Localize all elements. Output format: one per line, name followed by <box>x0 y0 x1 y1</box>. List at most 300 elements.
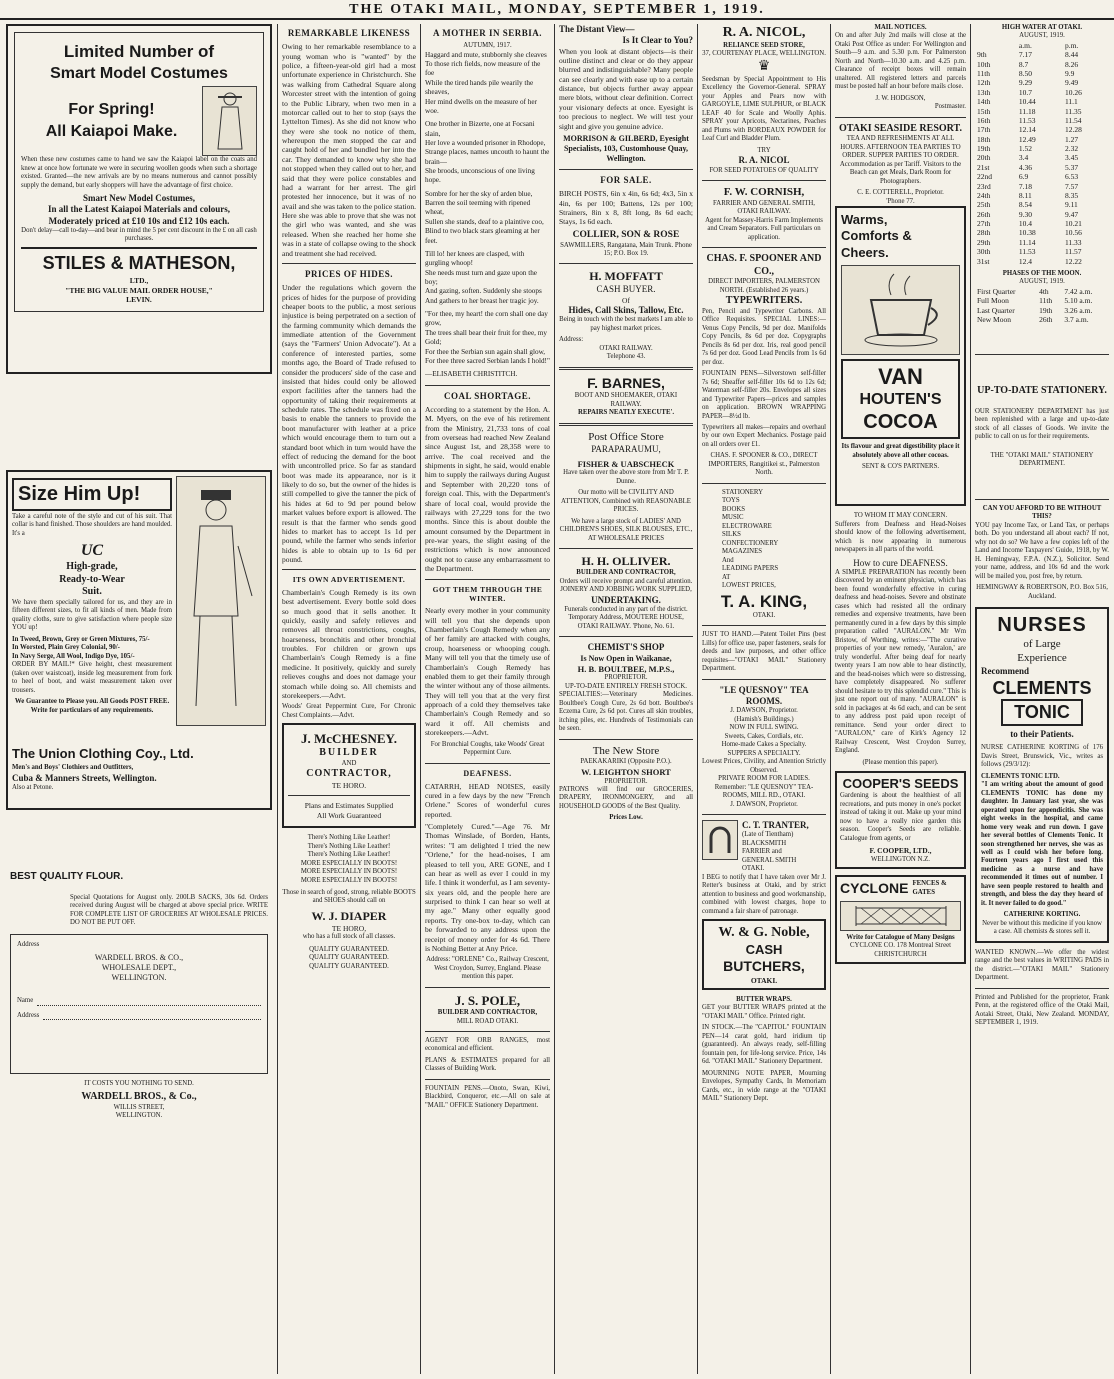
ad-order-info: ORDER BY MAIL!* Give height, chest measurement (taken over waistcoat), inside leg measurement from fork to heel of boot, and waist measurement taken over trousers. <box>12 661 172 694</box>
poem-line: To those rich fields, now measure of the foe <box>425 60 541 78</box>
table-row <box>975 238 1109 247</box>
ad-headline: The New Store <box>592 744 660 757</box>
ad-town: OTAKI. <box>750 975 778 985</box>
table-cell: 11.35 <box>1064 106 1082 116</box>
table-cell: 11th <box>1039 296 1053 306</box>
table-cell: 8.50 <box>1018 69 1033 79</box>
table-row <box>975 97 1109 106</box>
ad-body: We have a large stock of LADIES' AND CHILDREN'S SHOES, SILK BLOUSES, ETC., AT WHOLESALE PRICES <box>559 517 693 542</box>
ad-firm-name: MORRISON & GILBERD, Eyesight Specialists, 103, Customhouse Quay, Wellington. <box>563 133 689 163</box>
column-rule <box>830 24 831 1374</box>
address-field[interactable] <box>43 1012 261 1020</box>
table-cell: 31st <box>977 256 990 266</box>
article-heading: COAL SHORTAGE. <box>443 390 532 401</box>
ad-line: Prices Low. <box>609 814 643 822</box>
table-cell: 9.9 <box>1064 69 1075 79</box>
ad-line: FOR SEED POTATOES OF QUALITY <box>709 166 819 174</box>
table-row <box>975 69 1109 78</box>
ad-line: SUPPERS A SPECIALTY. <box>727 749 801 757</box>
poem-line: One brother in Bizerte, one at Focsani slain, <box>425 120 535 138</box>
article-body: According to a statement by the Hon. A. M. Myers, on the eve of his retirement from the Ministry, 21,733 tons of coal from overseas had reached New Zealand since August 1st, and 28,358 were to arrive. The coal received and the shipments in sight, he said, would enable him to supply the railways during August and September with 20,220 tons of foreign coal. This, with the Department's share of local coal, would provide the railways with 27,229 tons for the two months. Since this is about double the amount consumed by the Department in pre-war years, the slight easing of the restrictions which is now announced ought not to cause any embarrassment to the Department. <box>425 404 550 574</box>
column-5 <box>702 24 826 1374</box>
ad-trade: OTAKI. <box>742 865 765 873</box>
ad-firm-sub: Men's and Boys' Clothiers and Outfitters, <box>12 764 134 772</box>
ad-trade: AND <box>341 759 357 767</box>
ad-body: Have taken over the above store from Mr T. P. Dunne. <box>563 469 689 485</box>
ad-tagline: Comforts & <box>841 228 912 244</box>
coupon-dept: WHOLESALE DEPT., <box>101 963 177 973</box>
table-cell: 30th <box>977 247 991 257</box>
coupon-label: Address <box>17 940 40 948</box>
ad-sub: PROPRIETOR. <box>604 777 648 785</box>
ad-subheading: In all the Latest Kaiapoi Materials and colours, <box>48 204 230 215</box>
ad-sub: CASH <box>745 941 783 957</box>
ad-line: MORE ESPECIALLY IN BOOTS! <box>300 859 398 867</box>
king-item-list <box>702 489 826 591</box>
ad-firm-suffix: LTD., <box>129 276 149 286</box>
list-item: MUSIC <box>722 514 744 522</box>
table-cell: 10.56 <box>1064 228 1082 238</box>
ad-firm-name: CYCLONE CO. 178 Montreal Street CHRISTCHURCH <box>850 942 951 958</box>
article-body: On and after July 2nd mails will close at the Otaki Post Office as under: For Wellington and South—9 a.m. and 5.30 p.m. For Palmerston North and North—10.30 a.m. and 4.25 p.m. Clearance of receipt boxes will remain unaltered. All registered letters and parcels must be posted half an hour before mails close. <box>835 32 966 91</box>
ad-tagline: Ready-to-Wear <box>59 573 125 585</box>
ad-proprietor: C. E. COTTERELL, Proprietor. <box>857 189 944 197</box>
ad-body: GET your BUTTER WRAPS printed at the "OTAKI MAIL" Office. Printed right. <box>702 1004 826 1020</box>
ad-footer: Never be without this medicine if you know a case. All chemists & stores sell it. <box>982 919 1102 936</box>
ad-tagline: Warms, <box>841 212 888 228</box>
table-cell: 9.11 <box>1064 200 1078 210</box>
ad-headline: BUTTER WRAPS. <box>736 995 792 1003</box>
ad-sub: BOOT AND SHOEMAKER, OTAKI RAILWAY. <box>574 392 678 408</box>
ad-slogan: "THE BIG VALUE MAIL ORDER HOUSE," <box>65 285 213 295</box>
poem-line: Haggard and mute, stubbornly she cleaves <box>425 50 547 59</box>
poem-line: Her mind dwells on the measure of her woe. <box>425 97 537 115</box>
ad-subheading: Smart New Model Costumes, <box>83 193 195 204</box>
table-cell: 4th <box>1039 286 1049 296</box>
moon-phases-month: AUGUST, 1919. <box>1019 278 1065 286</box>
table-cell: 7.42 a.m. <box>1064 286 1093 296</box>
ad-sub: FENCES & GATES <box>912 880 947 896</box>
table-cell: First Quarter <box>977 286 1016 296</box>
poem-line: And gathers to her breast her tragic joy. <box>425 296 539 305</box>
ad-footer: SENT & CO'S PARTNERS. <box>861 463 940 471</box>
table-row <box>975 88 1109 97</box>
ad-body: Agent for Massey-Harris Farm Implements and Cream Separators. Full particulars on application. <box>705 216 823 241</box>
table-cell: 28th <box>977 228 991 238</box>
clements-brand: CLEMENTS <box>992 677 1092 698</box>
table-cell: 10.26 <box>1064 87 1082 97</box>
ad-sub: BUTCHERS, <box>723 958 805 975</box>
table-cell: 1.52 <box>1018 144 1033 154</box>
ad-body: OUR STATIONERY DEPARTMENT has just been replenished with a large and up-to-date stock of all classes of Goods. We invite the public to call on us for their requirements. <box>975 407 1109 441</box>
table-cell: 17th <box>977 125 991 135</box>
table-cell: 6.9 <box>1018 172 1029 182</box>
ad-body: MOURNING NOTE PAPER, Mourning Envelopes, Sympathy Cards, In Memoriam Cards, etc., in wide range at the "OTAKI MAIL" Stationery Dept. <box>702 1069 826 1103</box>
ad-sub: BUILDER AND CONTRACTOR, <box>576 569 676 577</box>
list-item: STATIONERY <box>722 488 763 496</box>
table-cell: 11.54 <box>1064 115 1082 125</box>
ad-firm-name: C. T. TRANTER, <box>742 820 809 831</box>
table-row <box>975 153 1109 162</box>
table-cell: 2.32 <box>1064 144 1079 154</box>
article-heading: How to cure DEAFNESS. <box>853 557 948 568</box>
ad-body: NURSE CATHERINE KORTING of 176 Davis Street, Brunswick, Vic., writes as follows (29/3/12): <box>981 744 1103 769</box>
ad-line: Home-made Cakes a Specialty. <box>721 741 807 749</box>
coupon-firm: WARDELL BROS. & CO., <box>94 953 184 963</box>
ad-line: REPAIRS NEATLY EXECUTE'. <box>577 409 675 417</box>
list-item: LEADING PAPERS <box>722 565 779 573</box>
ad-headline: Post Office Store <box>588 430 664 443</box>
table-cell: 7.17 <box>1018 50 1033 60</box>
table-cell: Last Quarter <box>977 305 1015 315</box>
ad-line: QUALITY GUARANTEED. <box>309 945 389 953</box>
ad-town: WELLINGTON N.Z. <box>871 855 930 863</box>
table-row <box>975 172 1109 181</box>
ad-sub: FARRIER AND GENERAL SMITH, OTAKI RAILWAY. <box>713 199 815 216</box>
article-heading: GOT THEM THROUGH THE WINTER. <box>432 584 543 603</box>
ad-items: Hides, Call Skins, Tallow, Etc. <box>568 305 684 316</box>
ad-body: Special Quotations for August only. 200LB SACKS, 30s 6d. Orders received during August will be charged at above special price. WRITE FOR COMPLETE LIST OF GROCERIES AT WHOLESALE PRICES. DO NOT BE PUT OFF. <box>70 893 268 927</box>
ad-body: Its flavour and great digestibility place it absolutely above all other cocoas. <box>841 443 960 459</box>
table-cell: 12.14 <box>1018 125 1036 135</box>
ad-firm-name: STILES & MATHESON, <box>21 247 257 275</box>
table-cell: 12.28 <box>1064 125 1082 135</box>
table-row <box>975 306 1109 315</box>
article-body: "Completely Cured."—Age 76. Mr Thomas Winslade, of Borden, Hants, writes: "I am delighted I tried the new "Orlene," for the head-noises, I am pleased to tell you, ARE GONE, and I can hear as well as ever I could in my life. I think it wonderful, as I am seventy-six years old, and the people here are surprised to think I can hear so well at my age." Many other equally good reports. Try one-box to-day, which can be forwarded to any address upon the receipt of money order for 4s 6d. There is Nothing Better at Any Price. <box>425 822 550 953</box>
article-address: Address: "ORLENE" Co., Railway Crescent, West Croydon, Surrey, England. Please mention this paper. <box>426 956 549 981</box>
ad-firm-name: FISHER & UABSCHECK <box>577 458 675 469</box>
cocoa-brand: VAN <box>878 363 923 389</box>
table-cell: 10.21 <box>1064 219 1082 229</box>
tide-table-month: AUGUST, 1919. <box>1019 32 1065 40</box>
cyclone-fences-ad <box>835 875 966 964</box>
clements-brand: TONIC <box>1001 699 1083 726</box>
ad-line: PLANS & ESTIMATES prepared for all Classes of Building Work. <box>425 1056 550 1073</box>
table-cell: 12.4 <box>1018 256 1033 266</box>
ad-headline: "LE QUESNOY" TEA ROOMS. <box>719 684 809 707</box>
poem-line: She broods, unconscious of one living hope. <box>425 167 535 185</box>
table-cell: 1.27 <box>1064 134 1079 144</box>
ad-headline: TYPEWRITERS. <box>725 295 803 307</box>
ad-line: FOUNTAIN PENS.—Onoto, Swan, Kiwi, Blackbird, Conqueror, etc.—All on sale at "MAIL" OFFICE Stationery Department. <box>425 1084 550 1109</box>
ad-sub: RELIANCE SEED STORE, <box>723 41 805 49</box>
ad-trade: BUILDER AND CONTRACTOR, <box>437 1009 538 1017</box>
table-cell: 16th <box>977 115 991 125</box>
ad-line: Remember: "LE QUESNOY" TEA-ROOMS, MILL RD., OTAKI. <box>714 783 814 800</box>
poem-line: While the tired hands pile wearily the sheaves, <box>425 78 534 97</box>
poem-line: The trees shall bear their fruit for thee, my Gold; <box>425 328 547 347</box>
table-cell: 27th <box>977 219 991 229</box>
table-cell: 25th <box>977 200 991 210</box>
ad-phone: 'Phone 77. <box>886 197 915 205</box>
price-line: In Worsted, Plain Grey Colonial, 90/- <box>12 644 120 652</box>
poem-title: A MOTHER IN SERBIA. <box>432 28 543 38</box>
poem-line: For thee the Serbian sun again shall glow, <box>425 347 546 356</box>
table-cell: 3.26 a.m. <box>1064 305 1093 315</box>
list-item: SILKS <box>722 531 741 539</box>
ad-firm-name: H. H. OLLIVER. <box>581 554 671 569</box>
table-cell: 12.49 <box>1018 134 1036 144</box>
ad-note: Don't delay—call to-day—and bear in mind the 5 per cent discount in the £ on all cash purchases. <box>21 226 257 243</box>
table-cell: 10th <box>977 59 991 69</box>
poem-line: "For thee, my heart! the corn shall one day grow, <box>425 310 548 328</box>
ad-firm-name: W. LEIGHTON SHORT <box>581 766 671 777</box>
ad-firm-name: F. W. CORNISH, <box>723 186 805 199</box>
advert-line: For Bronchial Coughs, take Woods' Great Peppermint Cure. <box>430 740 545 757</box>
woman-figure-illustration <box>202 86 257 156</box>
table-cell: Full Moon <box>977 296 1009 306</box>
name-field[interactable] <box>37 997 261 1005</box>
ad-sub: UP-TO-DATE ENTIRELY FRESH STOCK. <box>565 682 687 690</box>
ad-body: CHAS. F. SPOONER & CO., DIRECT IMPORTERS, Rangitikei st., Palmerston North. <box>708 452 820 477</box>
cocoa-brand: HOUTEN'S <box>859 391 942 409</box>
ad-line: PRIVATE ROOM FOR LADIES. <box>718 775 810 783</box>
table-row <box>975 210 1109 219</box>
ad-headline: CYCLONE <box>840 880 909 897</box>
list-item: CONFECTIONERY <box>722 539 779 547</box>
leather-ad <box>282 834 416 885</box>
man-in-suit-illustration <box>176 476 266 726</box>
ad-headline: Is It Clear to You? <box>622 35 693 46</box>
article-body: Chamberlain's Cough Remedy is its own best advertisement. Every bottle sold does so much good that it sells another. It quickly, easily and safely relieves and removes all throat constrictions, coughs, hoarseness, bronchitis and other bronchial troubles. For children or grown ups Chamberlain's Cough Remedy is a fine medicine. It positively, quickly and surely relieves coughs and does not damage your stomach while doing so. All chemists and storekeepers.—Advt. <box>282 587 416 700</box>
article-body: Under the regulations which govern the prices of hides for the purpose of providing cheaper boots to the public, a most serious injustice is being perpetrated on a section of the farming community which demands the immediate attention of the Government (says the "Farmers' Union Advocate"). At a conference of interested parties, some months ago, the Board of Trade refused to consider the producers' side of the case and insisted that hides could only be allowed export facilities after the tanners had the opportunity of taking their requirements at schedule rates. The schedule was fixed on a basis to enable the tanners to provide the boot manufacturer with leather at a price which would encourage them to turn out a standard boot which in turn would have the effect of reducing the demand for the boot with uncontrolled price. So far as standard boot was made its appearance, nor is it likely to do so, but the owner of the hides is still compelled to give the tanner the pick of his hides at 6d to 9d per pound below market values before export is allowed. The result is that the farmer who sends good hides to market has to accept 1s 1d per pound, while the farmer who sends inferior hides is able to obtain up to 1s 6d per pound. <box>282 283 416 564</box>
ad-firm-name: W. & G. Noble, <box>718 925 810 941</box>
article-heading: MAIL NOTICES. <box>874 24 927 31</box>
ad-address: Temporary Address, MOUTERE HOUSE, OTAKI RAILWAY. 'Phone, No. 61. <box>568 614 684 630</box>
table-cell: 8.26 <box>1064 59 1079 69</box>
ad-address: Cuba & Manners Streets, Wellington. <box>12 772 157 783</box>
table-cell: 18th <box>977 134 991 144</box>
poem-line: Blind to two black stars gleaming at her feet. <box>425 227 540 245</box>
column-2 <box>282 24 416 1374</box>
ad-sub: PROPRIETOR. <box>604 674 648 682</box>
ad-body: SAWMILLERS, Rangatana, Main Trunk. Phone 15; P.O. Box 19. <box>560 241 692 257</box>
table-cell: 11.53 <box>1018 247 1036 257</box>
article-body: Owing to her remarkable resemblance to a young woman who is "wanted" by the police, a fifteen-year-old girl had a most unfortunate experience in Christchurch. She was walking from Cathedral Square along Worcester street with the intention of going to the Public Library, when two men in a motorcar called out to her to stop (says the Lyttelton Times). As she did not know who they were she took no notice of them, whereupon the men stopped the car and caught hold of her and bundled her into the car. They demanded to know why she had not stopped when they called out to her, and said that they were police constables and had a warrant for her arrest. The girl protested her innocence, but it was of no avail and she was taken to the police station. Here she was able to prove that she was not the girl who was wanted, and she was released. When she reached her home she was in a state of collapse owing to the shock and treatment she had received. <box>282 42 416 258</box>
ad-place: TE HORO, <box>331 923 367 933</box>
article-heading: ITS OWN ADVERTISEMENT. <box>292 575 406 585</box>
column-rule <box>554 24 555 1374</box>
table-cell: New Moon <box>977 315 1011 325</box>
publication-imprint: Printed and Published for the proprietor, Frank Penn, at the registered office of the Otaki Mail, Aotaki Street, Otaki, New Zealand. MONDAY, SEPTEMBER 1, 1919. <box>975 993 1109 1027</box>
table-cell: 10.7 <box>1018 87 1033 97</box>
table-row <box>975 60 1109 69</box>
ad-line: QUALITY GUARANTEED. <box>309 962 389 970</box>
ad-firm-name: CLEMENTS TONIC LTD. <box>981 772 1060 780</box>
noble-butchers-ad <box>702 919 826 990</box>
ad-headline: CHEMIST'S SHOP <box>587 642 665 653</box>
ad-body: When you look at distant objects—is their outline distinct and clear or do they appear blurred and indistinguishable? Many people can see clearly and with ease up to a certain distance, but objects further away appear mere blots, without clear definition. Correct your visionary defects at once. Eyesight is too precious to neglect. We will test your sight and give you genuine advice. <box>559 46 693 131</box>
table-cell: 9.30 <box>1018 209 1033 219</box>
article-body: A SIMPLE PREPARATION has recently been discovered by an eminent physician, which has been found wonderfully effective in curing deafness and head-noises. Severe and obstinate cases which had resisted all the ordinary remedies and expensive treatments, have been permanently cured in a few days by this simple preparation called "AURALON." Mr Wm Bristow, of Worthing, writes:—"The curative properties of your new remedy, 'Auralon,' are truly wonderful. After being deaf for nearly twenty years I am now able to hear distinctly, and the head-noises which were so distressing, have completely disappeared. No sufferer should hesitate to try this splendid cure." This is just one report out of many. "AURALON" is sold in packages at 4s 6d each, and can be sent to any address post paid upon receipt of remittance. Send your order direct to "AURALON," care of Kirk's Agency 12 Railway Crescent, West Croydon Surrey, England. <box>835 568 966 755</box>
table-cell: 11.18 <box>1018 106 1036 116</box>
table-cell: 29th <box>977 237 991 247</box>
ad-headline: The Distant View— <box>559 24 635 34</box>
ad-firm-name: W. J. DIAPER <box>311 908 387 923</box>
royal-crest-icon: ♛ <box>757 59 771 75</box>
table-cell: 8.7 <box>1018 59 1029 69</box>
ad-firm-name: The Union Clothing Coy., Ltd. <box>12 746 194 761</box>
table-cell: 15th <box>977 106 991 116</box>
ad-line: Those in search of good, strong, reliable BOOTS and SHOES should call on <box>282 888 416 905</box>
table-cell: 11th <box>977 69 991 79</box>
table-row <box>975 182 1109 191</box>
table-cell: 11.33 <box>1064 237 1082 247</box>
ad-line: R. A. NICOL <box>738 155 790 166</box>
table-cell: 12.22 <box>1064 256 1082 266</box>
ad-headline: Is Now Open in Waikanae, <box>580 653 672 663</box>
table-cell: 8.44 <box>1064 50 1079 60</box>
column-rule <box>970 24 971 1374</box>
ad-body: Pen, Pencil and Typewriter Carbons. All Office Requisites. SPECIAL LINES:— Venus Copy Pencils, 9d per doz. Manifolds Copy Pencils, 8s 6d per doz. Copygraphs Pencils 8s 6d per doz. Iris, real good pencil 7s 6d per doz. Good Lead Pencils from 1s 6d per doz. <box>702 307 826 366</box>
ad-street: WILLIS STREET, <box>113 1103 165 1111</box>
ad-body: I BEG to notify that I have taken over Mr J. Retter's business at Otaki, and by strict attention to business and good workmanship, combined with lowest charges, hope to command a fair share of patronage. <box>702 873 826 915</box>
ad-firm-name: COLLIER, SON & ROSE <box>572 229 680 240</box>
table-row <box>975 163 1109 172</box>
list-item: BOOKS <box>722 505 746 513</box>
stiles-matheson-ad <box>6 24 272 374</box>
ad-body: BIRCH POSTS, 6in x 4in, 6s 6d; 4x3, 5in x 4in, 6s per 100; Battens, 12s per 100; Strainers, 8in x 8, 8ft long, 8s 6d each; Stays, 1s 6d each. <box>559 189 693 227</box>
ad-line: TRY <box>757 146 771 154</box>
mcchesney-ad <box>282 723 416 828</box>
ad-body: YOU pay Income Tax, or Land Tax, or perhaps both. Do you understand all about each? If not, why not do so? We have a few copies left of the Land and Income Taxpayers' Guide, 1918, by W. H. Hemingway, F.P.A. (N.Z.), Solicitor. Send your name, address, and 10s 6d and the work will be mailed you, post free, by return. <box>975 521 1109 580</box>
ad-trade: BUILDER <box>319 747 379 759</box>
ad-firm-name: J. S. POLE, <box>454 992 521 1008</box>
ad-sub: CASH BUYER. <box>596 284 656 295</box>
ad-body: When these new costumes came to hand we saw the Kaiapoi label on the coats and knew at once how fortunate we were in securing woollen goods when such a shortage existed. Granted—the new arrivals are by no means numerous and cannot possibly supply the demand, but early shoppers will have the advantage of first choice. <box>21 156 257 189</box>
article-heading: DEAFNESS. <box>463 768 512 778</box>
ad-line: NOW IN FULL SWING. <box>729 724 799 732</box>
table-cell: 5.37 <box>1064 162 1079 172</box>
ad-body: IN STOCK.—The "CAPITOL" FOUNTAIN PEN—14 carat gold, hard iridium tip (guaranteed). An always ready, self-filling fountain pen, for life-long service. Price, 14s 6d. "OTAKI MAIL" Stationery Department. <box>702 1024 826 1066</box>
column-1 <box>6 24 272 1374</box>
ad-sub: of Large <box>1023 638 1061 651</box>
poem-line: Barren the soil teeming with ripened wheat, <box>425 199 531 217</box>
ad-line: MORE ESPECIALLY IN BOOTS! <box>300 868 398 876</box>
address-label: Address <box>17 1011 40 1019</box>
table-cell: 7.18 <box>1018 181 1033 191</box>
coopers-seeds-ad <box>835 771 966 869</box>
name-label: Name <box>17 997 34 1005</box>
table-row <box>975 257 1109 266</box>
table-cell: 11.57 <box>1064 247 1082 257</box>
list-item: AT <box>722 573 731 581</box>
table-row <box>975 219 1109 228</box>
ad-firm-name: R. A. NICOL, <box>722 25 806 40</box>
ad-sub: DIRECT IMPORTERS, PALMERSTON NORTH. (Established 26 years.) <box>708 278 820 294</box>
moon-phases-table <box>975 287 1109 325</box>
ad-sub: (Hamish's Buildings.) <box>734 715 794 723</box>
ad-body: Typewriters all makes—repairs and overhaul by our own Expert Mechanics. Postage paid on all orders over £1. <box>702 424 826 448</box>
ad-sub: Of <box>622 295 630 305</box>
poem-line: Sullen she stands, deaf to a plaintive coo, <box>425 217 544 226</box>
table-row <box>975 135 1109 144</box>
table-row <box>975 107 1109 116</box>
table-cell: 11.1 <box>1064 97 1078 107</box>
ad-headline: UP-TO-DATE STATIONERY. <box>977 385 1107 397</box>
ad-sub: Experience <box>1017 651 1067 664</box>
ad-body: TEA AND REFRESHMENTS AT ALL HOURS. AFTERNOON TEA PARTIES TO ORDER. SUPPER PARTIES TO ORDER. Accommodation as per Tariff. Visitors to the Beach can get Meals, Dark Room for Photographers. <box>839 135 962 185</box>
table-cell: 19th <box>1039 305 1053 315</box>
ad-headline: BEST QUALITY FLOUR. <box>10 871 124 883</box>
poem-line: And gazing, soften. Suddenly she stoops <box>425 287 542 296</box>
uc-logo: UC <box>80 542 104 560</box>
ad-firm-name: H. B. BOULTBEE, M.P.S., <box>577 663 675 674</box>
ad-headline: Size Him Up! <box>12 478 172 511</box>
article-sub: CATARRH, HEAD NOISES, easily cured in a few days by the new "French Orlene." Scores of wonderful cures reported. <box>425 781 550 819</box>
ad-line: All Work Guaranteed <box>316 810 382 820</box>
ad-trade: FARRIER and <box>742 848 782 856</box>
ad-line: MORE ESPECIALLY IN BOOTS! <box>300 876 398 884</box>
table-row <box>975 144 1109 153</box>
table-cell: 7.57 <box>1064 181 1079 191</box>
cocoa-brand: COCOA <box>863 411 938 434</box>
ad-body: JUST TO HAND.—Patent Toilet Pins (best Lills) for office use, paper fasteners, seals for deeds and law purposes, and other office requisites—"OTAKI MAIL" Stationery Department. <box>702 631 826 673</box>
ad-line: J. DAWSON, Proprietor. <box>730 800 798 808</box>
ad-sub: UNDERTAKING. <box>591 594 661 605</box>
table-cell: 8.11 <box>1018 190 1032 200</box>
list-item: TOYS <box>722 497 740 505</box>
ad-sub: JOINERY AND JOBBING WORK SUPPLIED, <box>560 586 692 594</box>
coupon-town: WELLINGTON. <box>111 973 167 983</box>
ad-headline: FOR SALE. <box>600 174 652 185</box>
ad-also: Also at Petone. <box>12 783 54 791</box>
tide-table <box>975 41 1109 266</box>
poem-line: Till lo! her knees are clasped, with gurgling whoop! <box>425 249 525 268</box>
table-cell: 23rd <box>977 181 991 191</box>
testimonial-signature: CATHERINE KORTING. <box>1003 911 1081 919</box>
article-body: Sufferers from Deafness and Head-Noises should know of the following advertisement, which is now appearing in numerous newspapers in all parts of the world. <box>835 520 966 554</box>
ad-line: Sweets, Cakes, Cordials, etc. <box>724 732 804 740</box>
ad-headline: Smart Model Costumes <box>50 65 228 83</box>
table-cell: 10.44 <box>1018 97 1036 107</box>
ad-headline: NURSES <box>997 614 1087 637</box>
ad-headline: COOPER'S SEEDS <box>842 776 959 792</box>
ad-address: 37, COURTENAY PLACE, WELLINGTON. <box>702 49 826 57</box>
table-cell: 8.54 <box>1018 200 1033 210</box>
ad-town: LEVIN. <box>126 295 152 305</box>
ad-body: Gardening is about the healthiest of all recreations, and puts money in one's pocket instead of taking it out. Make up your mind now to have a really nice garden this season. Cooper's Seeds are reliable. Catalogue from agents, or <box>840 792 961 842</box>
ad-headline: CAN YOU AFFORD TO BE WITHOUT THIS? <box>982 504 1102 521</box>
table-cell: 26th <box>977 209 991 219</box>
table-cell: 9.29 <box>1018 78 1033 88</box>
table-header <box>975 41 1017 50</box>
table-header: a.m. <box>1018 40 1032 50</box>
table-cell: 3.4 <box>1018 153 1029 163</box>
ad-body: FOUNTAIN PENS—Silverstown self-filler 7s 6d; Sheaffer self-filler 10s 6d to 12s 6d; Waterman self-filler 20s. Envelopes all sizes and Typewriter Papers—prices and samples on application. BROWN WRAPPING PAPER—8½d lb. <box>702 370 826 420</box>
ad-place: TE HORO. <box>331 780 367 790</box>
table-row <box>975 191 1109 200</box>
ad-sub: Funerals conducted in any part of the district. <box>564 605 688 613</box>
column-6 <box>835 24 966 1374</box>
ad-firm-name: CHAS. F. SPOONER AND CO., <box>706 253 822 277</box>
table-header: p.m. <box>1064 40 1079 50</box>
ad-firm-name: WARDELL BROS., & Co., <box>81 1091 197 1103</box>
ad-tagline: Suit. <box>82 586 102 598</box>
poem-line: Her love a wounded prisoner in Rhodope, <box>425 138 546 147</box>
price-line: In Tweed, Brown, Grey or Green Mixtures, 75/- <box>12 635 150 643</box>
signature-title: Postmaster. <box>934 103 966 111</box>
ad-trade: BLACKSMITH <box>742 839 787 847</box>
table-row <box>975 315 1109 324</box>
table-cell: 3.45 <box>1064 153 1079 163</box>
testimonial: "I am writing about the amount of good CLEMENTS TONIC has done my daughter. In January last year, she was operated upon for appendicitis. She was eight weeks in the hospital, and came home very weak and run down. I gave her several bottles of Clements Tonic. It soon strengthened her nerves, she was as well as I could wish her before long. Fourteen years ago I first used this medicine as a nurse and have recommended it times out of number. I have seen people restored to health and strength, and bless the day they heard of it. It never failed to do good." <box>981 781 1103 907</box>
advert-line: Woods' Great Peppermint Cure, For Chronic Chest Complaints.—Advt. <box>282 703 416 719</box>
table-cell: 9th <box>977 50 987 60</box>
ad-firm-name: F. COOPER, LTD., <box>869 846 932 856</box>
table-row <box>975 78 1109 87</box>
ad-sub: (Late of Tientham) <box>742 831 794 839</box>
